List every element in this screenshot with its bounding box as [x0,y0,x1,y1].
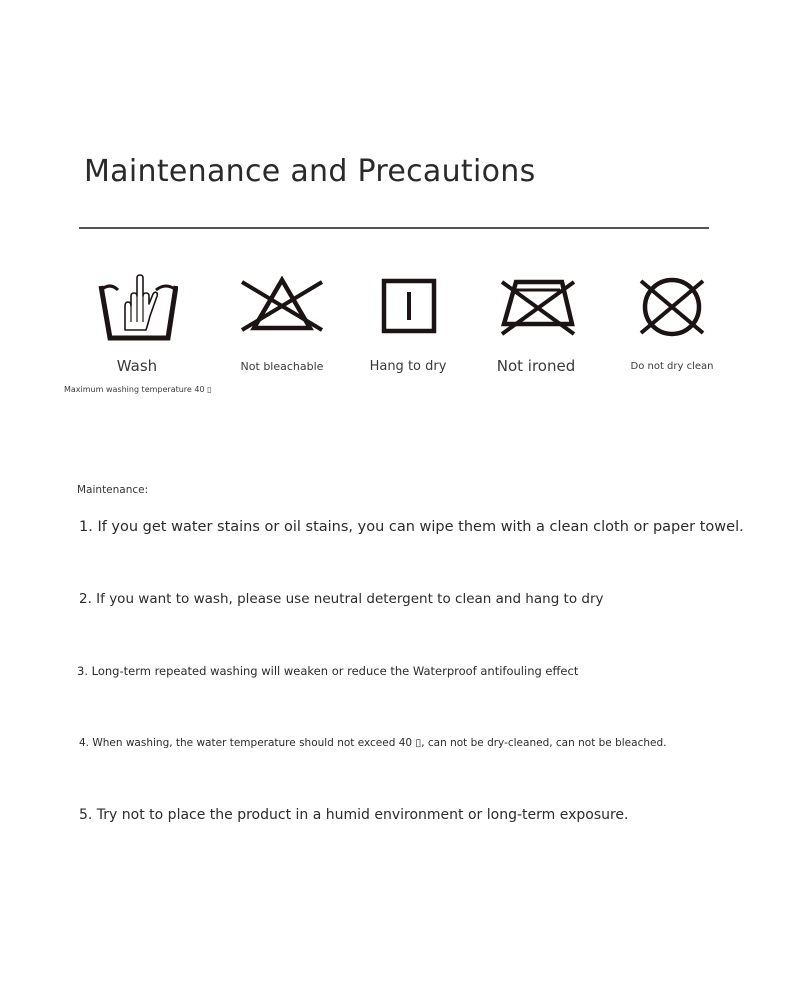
maintenance-item-3: 3. Long-term repeated washing will weaken or reduce the Waterproof antifouling effect [77,664,579,678]
divider [79,227,709,229]
maintenance-item-1: 1. If you get water stains or oil stains, you can wipe them with a clean cloth or paper towel. [79,519,744,535]
no-dry-clean-icon [638,276,706,338]
hand-wash-icon [98,272,178,342]
maintenance-item-4: 4. When washing, the water temperature should not exceed 40 ▯, can not be dry-cleaned, can not be bleached. [79,737,667,749]
no-bleach-icon [240,276,324,334]
page-title: Maintenance and Precautions [84,154,536,190]
not-bleachable-label: Not bleachable [240,360,324,373]
maintenance-item-2: 2. If you want to wash, please use neutral detergent to clean and hang to dry [79,591,604,607]
maintenance-heading: Maintenance: [77,484,149,496]
maintenance-item-5: 5. Try not to place the product in a humid environment or long-term exposure. [79,807,629,823]
hang-to-dry-label: Hang to dry [369,359,447,374]
wash-label: Wash [116,357,158,375]
wash-temperature-note: Maximum washing temperature 40 ▯ [64,385,212,394]
hang-dry-icon [381,278,437,334]
do-not-dry-clean-label: Do not dry clean [630,361,714,372]
not-ironed-label: Not ironed [496,357,576,375]
no-iron-icon [500,276,576,336]
